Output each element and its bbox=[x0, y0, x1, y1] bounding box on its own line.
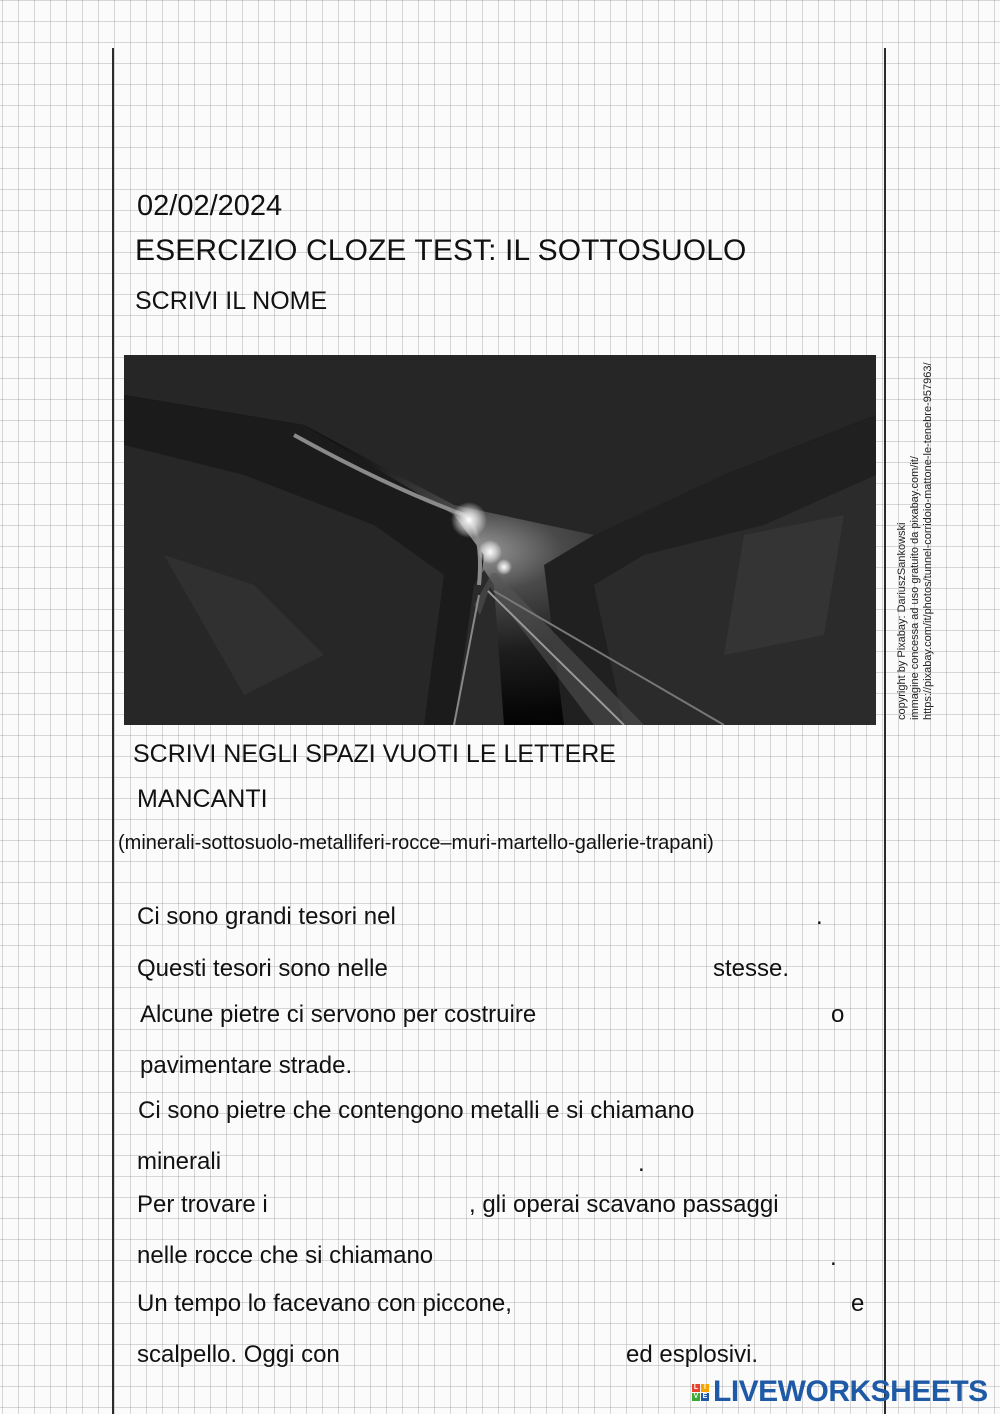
instruction-line-1: SCRIVI NEGLI SPAZI VUOTI LE LETTERE bbox=[133, 740, 616, 768]
mine-tunnel-photo bbox=[124, 355, 876, 725]
logo-text: LIVEWORKSHEETS bbox=[713, 1375, 988, 1408]
cloze-text: minerali bbox=[137, 1148, 222, 1175]
cloze-text: Alcune pietre ci servono per costruire bbox=[140, 1001, 537, 1028]
credit-line: copyright by Pixabay: DariuszSankowski bbox=[896, 522, 908, 720]
blank-input[interactable] bbox=[255, 1150, 625, 1175]
cloze-text: Questi tesori sono nelle bbox=[137, 955, 388, 982]
cloze-text: e bbox=[851, 1290, 865, 1317]
blank-input[interactable] bbox=[310, 1193, 460, 1218]
cloze-text: stesse. bbox=[713, 955, 790, 982]
name-prompt: SCRIVI IL NOME bbox=[135, 287, 328, 315]
liveworksheets-logo[interactable] bbox=[692, 1374, 988, 1410]
cloze-text: Ci sono pietre che contengono metalli e si chiamano bbox=[138, 1097, 695, 1124]
blank-input[interactable] bbox=[400, 1343, 615, 1368]
cloze-text: . bbox=[816, 903, 823, 930]
blank-input[interactable] bbox=[650, 1003, 820, 1028]
cloze-text: scalpello. Oggi con bbox=[137, 1341, 340, 1368]
left-margin-line bbox=[112, 48, 114, 1414]
cloze-text: , gli operai scavano passaggi bbox=[469, 1191, 779, 1218]
date: 02/02/2024 bbox=[137, 190, 283, 222]
right-margin-line bbox=[884, 48, 886, 1414]
blank-input[interactable] bbox=[620, 1292, 840, 1317]
word-bank: (minerali-sottosuolo-metalliferi-rocce–muri-martello-gallerie-trapani) bbox=[118, 832, 714, 854]
blank-input[interactable] bbox=[465, 957, 705, 982]
cloze-text: Ci sono grandi tesori nel bbox=[137, 903, 396, 930]
cloze-text: o bbox=[831, 1001, 845, 1028]
cloze-text: . bbox=[638, 1150, 645, 1177]
photo-credit bbox=[896, 363, 935, 721]
instruction-line-2: MANCANTI bbox=[137, 785, 268, 813]
cloze-text: Per trovare i bbox=[137, 1191, 268, 1218]
cloze-text: nelle rocce che si chiamano bbox=[137, 1242, 434, 1269]
cloze-text: Un tempo lo facevano con piccone, bbox=[137, 1290, 512, 1317]
cloze-text: ed esplosivi. bbox=[626, 1341, 759, 1368]
credit-line: immagine concessa ad uso gratuito da pixabay.com/it/ bbox=[909, 456, 921, 720]
tunnel-illustration bbox=[124, 355, 876, 725]
cloze-text: pavimentare strade. bbox=[140, 1052, 353, 1079]
logo-badge-icon: L I V E bbox=[693, 1383, 708, 1400]
blank-input[interactable] bbox=[478, 905, 808, 930]
cloze-text: . bbox=[830, 1244, 837, 1271]
credit-line: https://pixabay.com/it/photos/tunnel-corridoio-mattone-le-tenebre-957963/ bbox=[922, 362, 934, 720]
blank-input[interactable] bbox=[520, 1244, 820, 1269]
page-title: ESERCIZIO CLOZE TEST: IL SOTTOSUOLO bbox=[135, 234, 747, 267]
